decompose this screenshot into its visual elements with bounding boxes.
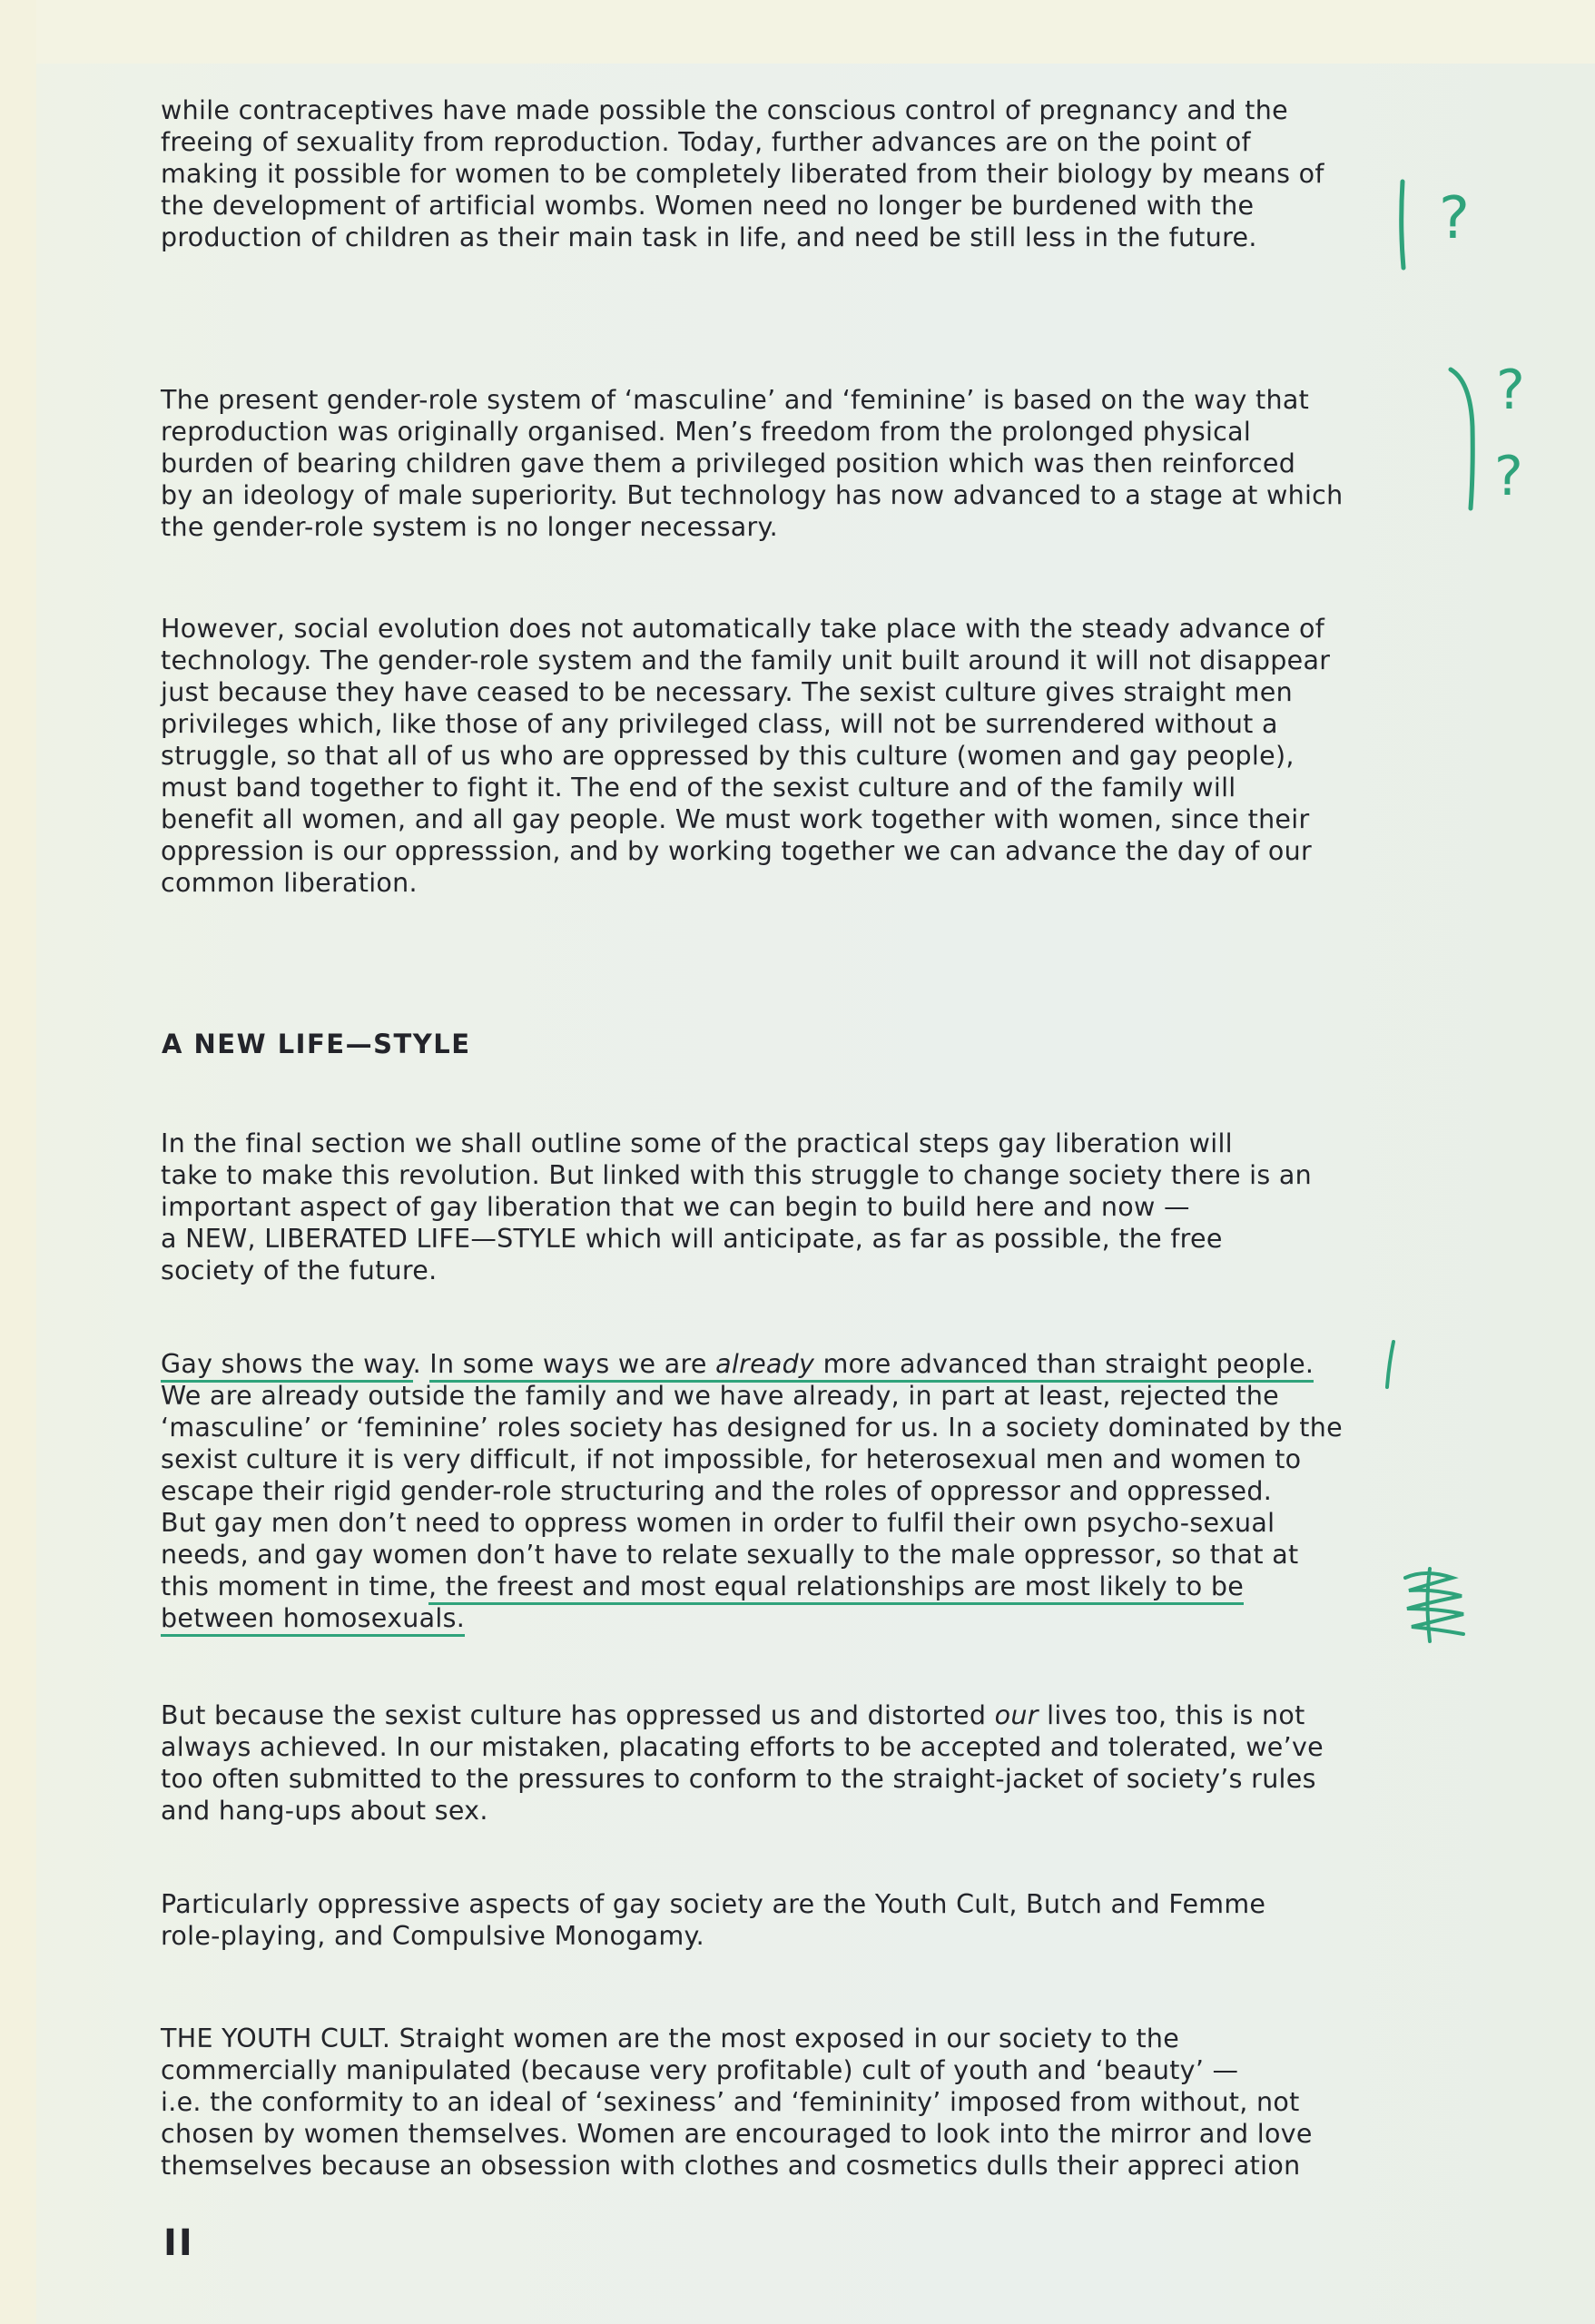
- scribble-mark: [1405, 1569, 1463, 1641]
- underlined-phrase: , the freest and most equal relationships are most likely to be: [428, 1571, 1244, 1605]
- italic-word: our: [994, 1700, 1039, 1730]
- paragraph-contraceptives: while contraceptives have made possible the conscious control of pregnancy and the freeing of sexuality from reproduction. Today, further advances are on the point of making it possible for women to be completely liberated from their biology by means of the development of artificial wombs. Women need no longer be burdened with the production of children as their main task in life, and need be still less in the future.: [161, 95, 1324, 252]
- underlined-phrase: between homosexuals.: [161, 1603, 465, 1637]
- text-run: more advanced than straight people.: [814, 1349, 1314, 1379]
- question-mark-3: ?: [1494, 445, 1523, 508]
- text-run: We are already outside the family and we have already, in part at least, rejected the ‘masculine’ or ‘feminine’ roles society has designed for us. In a society dominated by the sexist culture it is very difficult, if not impossible, for heterosexual men and women to escape their rigid gender-role structuring and the roles of oppressor and oppressed. But gay men don’t need to oppress women in order to fulfil their own psycho-sexual needs, and gay women don’t have to relate sexually to the male oppressor, so that at this moment in time: [161, 1381, 1343, 1601]
- italic-word: already: [715, 1349, 815, 1379]
- paragraph-final-section: In the final section we shall outline some of the practical steps gay liberation will take to make this revolution. But linked with this struggle to change society there is an important aspect of gay liberation that we can begin to build here and now — a NEW, LIBERATED LIFE—STYLE which will anticipate, as far as possible, the free society of the future.: [161, 1128, 1313, 1285]
- text-run: In some ways we are: [429, 1349, 716, 1379]
- question-mark-2: ?: [1496, 359, 1525, 422]
- question-mark-1: ?: [1439, 185, 1470, 252]
- underlined-phrase: Gay shows the way: [161, 1349, 413, 1383]
- text-run: lives too, this is not always achieved. In our mistaken, placating efforts to be accepted and tolerated, we’ve too often submitted to the pressures to conform to the straight-jacket of society’s rules and hang-ups about sex.: [161, 1700, 1324, 1826]
- margin-bracket-mark: [1451, 369, 1472, 508]
- margin-tick-mark: [1387, 1342, 1393, 1387]
- text-run: But because the sexist culture has oppressed us and distorted: [161, 1700, 995, 1730]
- page-number: II: [163, 2222, 194, 2264]
- paragraph-social-evolution: However, social evolution does not automatically take place with the steady advance of technology. The gender-role system and the family unit built around it will not disappear just because they have ceased to be necessary. The sexist culture gives straight men privileges which, like those of any privileged class, will not be surrendered without a struggle, so that all of us who are oppressed by this culture (women and gay people), must band together to fight it. The end of the sexist culture and of the family will benefit all women, and all gay people. We must work together with women, since their oppression is our oppresssion, and by working together we can advance the day of our common liberation.: [161, 614, 1331, 898]
- paragraph-gender-role-system: The present gender-role system of ‘masculine’ and ‘feminine’ is based on the way that reproduction was originally organised. Men’s freedom from the prolonged physical burden of bearing children gave them a privileged position which was then reinforced by an ideology of male superiority. But technology has now advanced to a stage at which the gender-role system is no longer necessary.: [161, 385, 1344, 542]
- paragraph-youth-cult: THE YOUTH CULT. Straight women are the most exposed in our society to the commercially manipulated (because very profitable) cult of youth and ‘beauty’ — i.e. the conformity to an ideal of ‘sexiness’ and ‘femininity’ imposed from without, not chosen by women themselves. Women are encouraged to look into the mirror and love themselves because an obsession with clothes and cosmetics dulls their appreci ation: [161, 2024, 1313, 2181]
- margin-bar-mark: [1402, 182, 1403, 268]
- paragraph-oppressive-aspects: Particularly oppressive aspects of gay society are the Youth Cult, Butch and Femme role-playing, and Compulsive Monogamy.: [161, 1889, 1266, 1951]
- section-heading: A NEW LIFE—STYLE: [162, 1029, 471, 1059]
- text-run: .: [412, 1349, 430, 1379]
